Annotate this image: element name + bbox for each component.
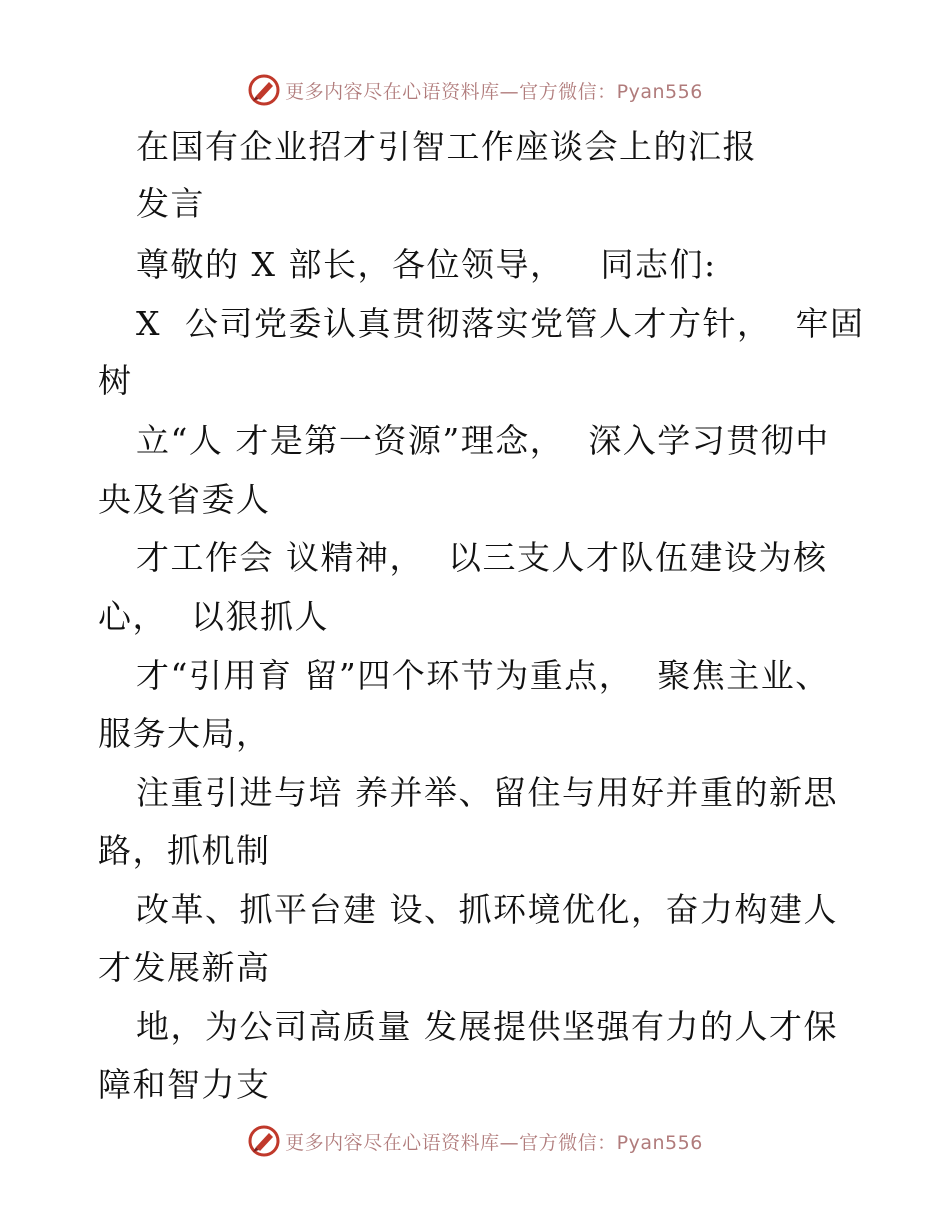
header-watermark <box>0 70 950 110</box>
paragraph-line: 地，为公司高质量 发展提供坚强有力的人才保 <box>136 1007 838 1046</box>
paragraph-line: 树 <box>98 361 133 400</box>
paragraph-line: 路，抓机制 <box>98 831 271 870</box>
watermark-text: 更多内容尽在心语资料库—官方微信：Pyan556 <box>285 1131 703 1154</box>
paragraph-line: 心， 以狠抓人 <box>98 597 329 636</box>
watermark-logo-icon <box>247 73 281 107</box>
paragraph-line: 服务大局， <box>98 714 271 753</box>
paragraph-line: 才发展新高 <box>98 948 271 987</box>
paragraph-line: 注重引进与培 养并举、留住与用好并重的新思 <box>136 773 838 812</box>
paragraph-line: 障和智力支 <box>98 1065 271 1104</box>
footer-watermark <box>0 1121 950 1161</box>
paragraph-line: 才“引用育 留”四个环节为重点， 聚焦主业、 <box>136 656 830 695</box>
watermark-logo-icon <box>247 1124 281 1158</box>
paragraph-line: 才工作会 议精神， 以三支人才队伍建设为核 <box>136 538 828 577</box>
salutation-line: 尊敬的 X 部长，各位领导， 同志们: <box>136 245 717 284</box>
paragraph-line: 改革、抓平台建 设、抓环境优化，奋力构建人 <box>136 890 838 929</box>
doc-title-line-1: 在国有企业招才引智工作座谈会上的汇报 <box>136 127 757 166</box>
paragraph-line: 央及省委人 <box>98 480 271 519</box>
paragraph-line: X 公司党委认真贯彻落实党管人才方针， 牢固 <box>136 304 865 343</box>
paragraph-line: 立“人 才是第一资源”理念， 深入学习贯彻中 <box>136 421 830 460</box>
doc-title-line-2: 发言 <box>136 184 205 223</box>
watermark-text: 更多内容尽在心语资料库—官方微信：Pyan556 <box>285 80 703 103</box>
